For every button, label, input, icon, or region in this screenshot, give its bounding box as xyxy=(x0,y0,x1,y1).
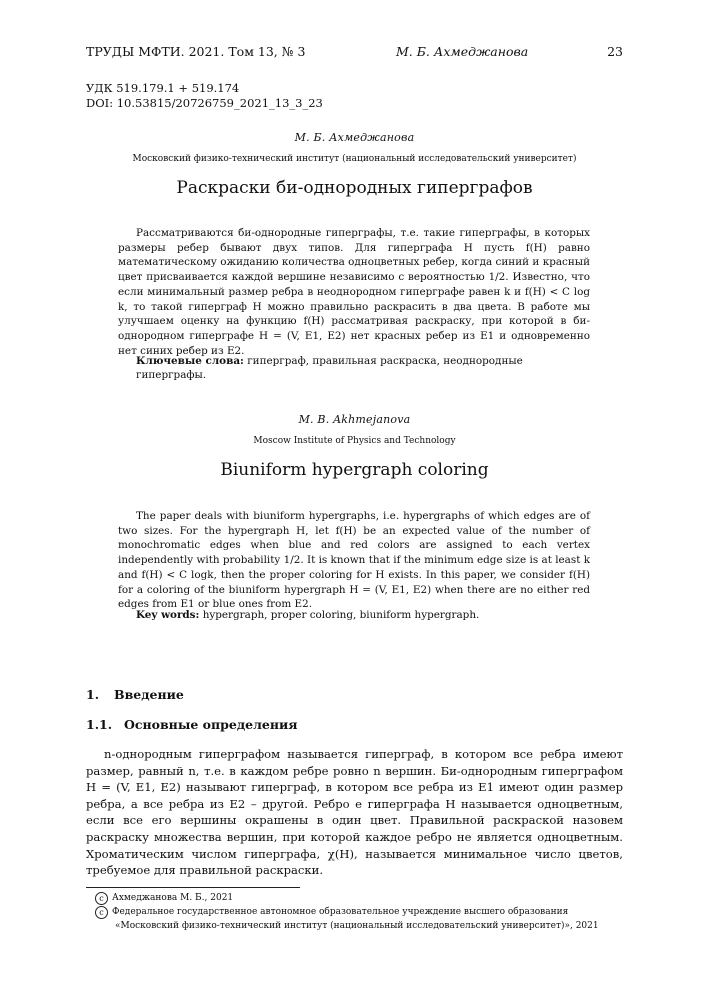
section-number: 1. xyxy=(86,687,100,702)
abstract-en: The paper deals with biuniform hypergraphs, i.e. hypergraphs of which edges are of two sizes. For the hypergraph H, let f(H) be an expected value of the number of monochromatic edges when blue and red colors are assigned to each vertex independently with probability 1/2. It is known that if the minimum edge size is at least k and f(H) < C logk, then the proper coloring for H exists. In this paper, we consider f(H) for a coloring of the biuniform hypergraph H = (V, E1, E2) when there are no either red edges from E1 or blue ones from E2. xyxy=(118,510,590,611)
affiliation-en: Moscow Institute of Physics and Technology xyxy=(253,436,456,446)
copyright-icon: c xyxy=(95,892,108,905)
copyright-icon: c xyxy=(95,906,108,919)
keywords-ru xyxy=(136,354,596,382)
footnote-text: Ахмеджанова М. Б., 2021 xyxy=(112,893,234,903)
udk-code: УДК 519.179.1 + 519.174 xyxy=(86,81,240,95)
subsection-heading-definitions xyxy=(86,717,298,732)
doi: DOI: 10.53815/20726759_2021_13_3_23 xyxy=(86,96,323,110)
keywords-text-ru: гиперграф, правильная раскраска, неоднородные гиперграфы. xyxy=(136,355,523,381)
author-en: M. B. Akhmejanova xyxy=(298,413,411,426)
keywords-en xyxy=(136,608,596,622)
paper-title-ru: Раскраски би-однородных гиперграфов xyxy=(176,178,533,198)
subsection-number: 1.1. xyxy=(86,717,113,732)
running-header-journal: ТРУДЫ МФТИ. 2021. Том 13, № 3 xyxy=(86,44,306,59)
keywords-label-en: Key words: xyxy=(136,609,200,621)
footnote-text: Федеральное государственное автономное образовательное учреждение высшего образования xyxy=(112,907,569,917)
author-ru: М. Б. Ахмеджанова xyxy=(294,131,415,144)
page-number: 23 xyxy=(607,44,623,59)
footnote-text-continued: «Московский физико-технический институт (национальный исследовательский университет)», 2021 xyxy=(115,920,599,931)
section-heading-introduction xyxy=(86,687,184,702)
abstract-ru: Рассматриваются би-однородные гиперграфы, т.е. такие гиперграфы, в которых размеры ребер бывают двух типов. Для гиперграфа H пусть f(H) равно математическому ожиданию количества одноцветных ребер, когда синий и красный цвет присваивается каждой вершине независимо с вероятностью 1/2. Известно, что если минимальный размер ребра в неоднородном гиперграфе равен k и f(H) < C log k, то такой гиперграф H можно правильно раскрасить в два цвета. В работе мы улучшаем оценку на функцию f(H) рассматривая раскраску, при которой в би-однородном гиперграфе H = (V, E1, E2) нет красных ребер из E1 и одновременно нет синих ребер из E2. xyxy=(118,227,590,357)
section-title: Введение xyxy=(114,687,184,702)
keywords-text-en: hypergraph, proper coloring, biuniform hypergraph. xyxy=(202,609,480,621)
body-paragraph: n-однородным гиперграфом называется гиперграф, в котором все ребра имеют размер, равный n, т.е. в каждом ребре ровно n вершин. Би-однородным гиперграфом H = (V, E1, E2) называют гиперграф, в котором все ребра из E1 имеют один размер ребра, а все ребра из E2 – другой. Ребро e гиперграфа H называется одноцветным, если все его вершины окрашены в один цвет. Правильной раскраской назовем раскраску множества вершин, при которой каждое ребро не является одноцветным. Хроматическим числом гиперграфа, χ(H), называется минимальное число цветов, требуемое для правильной раскраски. xyxy=(86,747,623,878)
footnote-rule xyxy=(86,887,300,888)
footnote-copyright-institution xyxy=(95,906,625,933)
running-header-author: М. Б. Ахмеджанова xyxy=(396,44,529,59)
subsection-title: Основные определения xyxy=(124,717,298,732)
paper-title-en: Biuniform hypergraph coloring xyxy=(220,460,489,480)
affiliation-ru: Московский физико-технический институт (национальный исследовательский университет) xyxy=(132,154,577,164)
keywords-label-ru: Ключевые слова: xyxy=(136,355,244,367)
footnote-copyright-author xyxy=(95,892,625,906)
